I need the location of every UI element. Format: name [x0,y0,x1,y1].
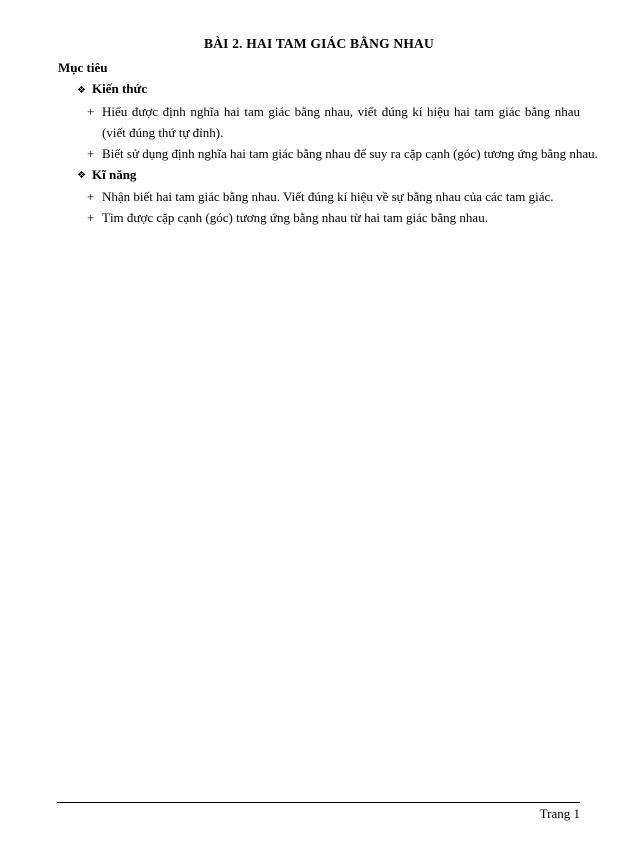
section-heading-knowledge [58,78,580,101]
diamond-bullet-icon: ❖ [77,170,86,181]
list-item-text: Biết sử dụng định nghĩa hai tam giác bằng nhau để suy ra cặp cạnh (góc) tương ứng bằng nhau. [102,145,598,161]
plus-bullet: + [87,103,95,119]
document-title: BÀI 2. HAI TAM GIÁC BẰNG NHAU [204,36,434,51]
list-item [58,143,598,164]
plus-bullet: + [87,189,95,204]
document-content [58,33,598,228]
list-item [58,186,580,207]
section-heading-skills [58,164,580,187]
page-number: Trang 1 [539,806,580,821]
plus-bullet: + [87,145,95,161]
page-footer [57,802,580,821]
list-item [58,207,580,228]
section-title: Kĩ năng [92,166,137,182]
list-item-text: Hiểu được định nghĩa hai tam giác bằng nhau, viết đúng kí hiệu hai tam giác bằng nhau (viết đúng thứ tự đỉnh). [102,103,580,140]
plus-bullet: + [87,210,95,225]
list-item-text: Tìm được cặp cạnh (góc) tương ứng bằng nhau từ hai tam giác bằng nhau. [102,210,488,225]
diamond-bullet-icon: ❖ [77,84,86,96]
section-title: Kiến thức [92,81,148,96]
list-item [58,101,580,143]
list-item-text: Nhận biết hai tam giác bằng nhau. Viết đúng kí hiệu về sự bằng nhau của các tam giác. [102,189,554,204]
objectives-heading: Mục tiêu [58,60,108,75]
